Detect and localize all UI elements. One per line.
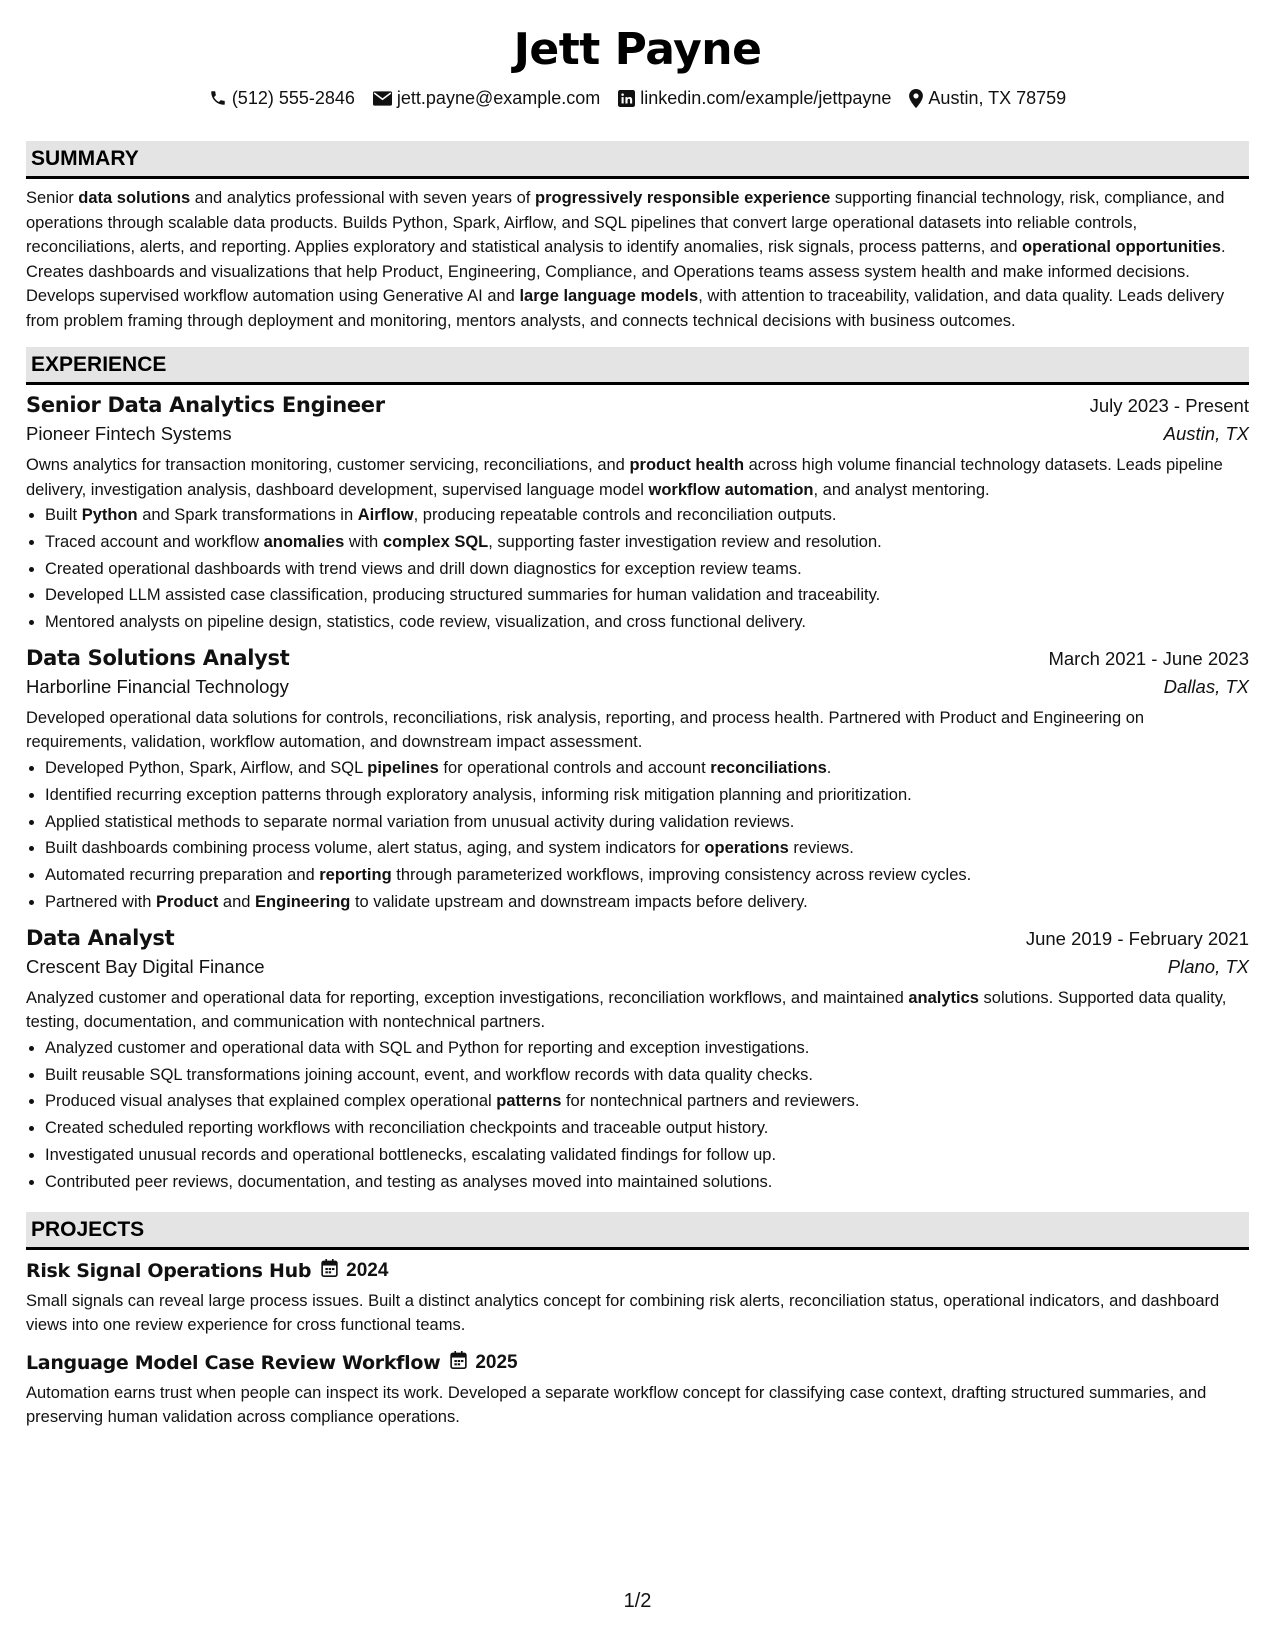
job-summary: Analyzed customer and operational data for reporting, exception investigations, reconciliation workflows, and maintained analytics solutions. Supported data quality, testing, documentation, and communication with nontechnical partners.	[26, 988, 1227, 1032]
bullet-item: • Partnered with Product and Engineering to validate upstream and downstream impacts before delivery.	[45, 889, 1249, 916]
project-entry	[26, 1259, 1249, 1338]
job-subheader	[26, 676, 1249, 698]
contact-phone	[209, 86, 355, 110]
summary-text: Senior data solutions and analytics professional with seven years of progressively responsible experience supporting financial technology, risk, compliance, and operations through scalable data products. Builds Python, Spark, Airflow, and SQL pipelines that convert large operational datasets into reliable controls, reconciliations, alerts, and reporting. Applies exploratory and statistical analysis to identify anomalies, risk signals, process patterns, and operational opportunities. Creates dashboards and visualizations that help Product, Engineering, Compliance, and Operations teams assess system health and make informed decisions. Develops supervised workflow automation using Generative AI and large language models, with attention to traceability, validation, and data quality. Leads delivery from problem framing through deployment and monitoring, mentors analysts, and connects technical decisions with business outcomes.	[26, 189, 1226, 330]
bullet-item: • Applied statistical methods to separate normal variation from unusual activity during validation reviews.	[45, 809, 1249, 836]
calendar-icon	[450, 1351, 467, 1375]
project-title: Language Model Case Review Workflow	[26, 1351, 441, 1374]
job-location: Plano, TX	[1167, 955, 1249, 977]
job-header	[26, 926, 1249, 950]
project-year	[450, 1351, 517, 1375]
contact-location	[909, 86, 1066, 110]
bullet-item: • Built Python and Spark transformations in Airflow, producing repeatable controls and reconciliation outputs.	[45, 502, 1249, 529]
job-title: Senior Data Analytics Engineer	[26, 393, 385, 417]
project-title: Risk Signal Operations Hub	[26, 1259, 312, 1282]
job-location: Dallas, TX	[1163, 675, 1249, 697]
project-description: Automation earns trust when people can inspect its work. Developed a separate workflow concept for classifying case context, drafting structured summaries, and preserving human validation across compliance operations.	[26, 1383, 1207, 1427]
bullet-item: • Built dashboards combining process volume, alert status, aging, and system indicators for operations reviews.	[45, 835, 1249, 862]
project-header	[26, 1351, 1249, 1375]
bullet-item: • Mentored analysts on pipeline design, statistics, code review, visualization, and cross functional delivery.	[45, 609, 1249, 636]
bullet-item: • Developed LLM assisted case classification, producing structured summaries for human validation and traceability.	[45, 582, 1249, 609]
phone-icon	[209, 89, 227, 107]
job-title: Data Solutions Analyst	[26, 645, 290, 670]
location-text: Austin, TX 78759	[928, 88, 1067, 108]
job-company: Pioneer Fintech Systems	[26, 423, 232, 444]
linkedin-icon	[618, 90, 635, 107]
email-link[interactable]: jett.payne@example.com	[396, 88, 601, 108]
job-entry	[26, 393, 1249, 636]
calendar-icon	[321, 1259, 338, 1283]
contact-bar	[26, 86, 1249, 110]
linkedin-link[interactable]: linkedin.com/example/jettpayne	[640, 88, 892, 108]
job-summary: Developed operational data solutions for controls, reconciliations, risk analysis, reporting, and process health. Partnered with Product and Engineering on requirements, validation, workflow automation, and downstream impact assessment.	[26, 708, 1145, 752]
bullet-item: • Produced visual analyses that explained complex operational patterns for nontechnical partners and reviewers.	[45, 1088, 1249, 1115]
job-header	[26, 393, 1249, 417]
bullet-item: • Created scheduled reporting workflows with reconciliation checkpoints and traceable output history.	[45, 1115, 1249, 1142]
job-dates: July 2023 - Present	[1089, 395, 1249, 416]
bullet-item: • Developed Python, Spark, Airflow, and SQL pipelines for operational controls and account reconciliations.	[45, 755, 1249, 782]
job-company: Harborline Financial Technology	[26, 675, 289, 697]
bullet-item: • Created operational dashboards with trend views and drill down diagnostics for exception review teams.	[45, 556, 1249, 583]
job-header	[26, 646, 1249, 670]
map-pin-icon	[909, 89, 923, 108]
project-entry	[26, 1351, 1249, 1430]
job-subheader	[26, 956, 1249, 978]
bullet-item: • Traced account and workflow anomalies with complex SQL, supporting faster investigation review and resolution.	[45, 529, 1249, 556]
project-year	[321, 1259, 388, 1283]
job-subheader	[26, 423, 1249, 445]
job-summary: Owns analytics for transaction monitoring, customer servicing, reconciliations, and product health across high volume financial technology datasets. Leads pipeline delivery, investigation analysis, dashboard development, supervised language model workflow automation, and analyst mentoring.	[26, 456, 1223, 499]
job-dates: March 2021 - June 2023	[1048, 647, 1249, 669]
page-number: 1/2	[623, 1590, 652, 1612]
job-dates: June 2019 - February 2021	[1025, 927, 1249, 949]
bullet-item: • Investigated unusual records and operational bottlenecks, escalating validated findings for follow up.	[45, 1142, 1249, 1169]
phone-number: (512) 555-2846	[231, 88, 355, 108]
projects-heading: PROJECTS	[26, 1212, 1249, 1250]
summary-heading: SUMMARY	[26, 141, 1249, 179]
job-entry	[26, 646, 1249, 916]
job-entry	[26, 926, 1249, 1196]
bullet-item: • Built reusable SQL transformations joining account, event, and workflow records with data quality checks.	[45, 1062, 1249, 1089]
experience-list	[26, 393, 1249, 1196]
project-year-text: 2024	[346, 1259, 389, 1281]
resume-content	[26, 0, 1249, 1430]
job-bullets	[26, 1035, 1249, 1196]
job-location: Austin, TX	[1163, 423, 1249, 444]
project-header	[26, 1259, 1249, 1283]
bullet-item: • Identified recurring exception patterns through exploratory analysis, informing risk mitigation planning and prioritization.	[45, 782, 1249, 809]
job-bullets	[26, 755, 1249, 916]
contact-linkedin[interactable]	[618, 86, 891, 110]
bullet-item: • Automated recurring preparation and reporting through parameterized workflows, improving consistency across review cycles.	[45, 862, 1249, 889]
contact-email[interactable]	[373, 86, 600, 110]
experience-heading: EXPERIENCE	[26, 347, 1249, 385]
bullet-item: • Analyzed customer and operational data with SQL and Python for reporting and exception investigations.	[45, 1035, 1249, 1062]
job-title: Data Analyst	[26, 925, 175, 950]
job-bullets	[26, 502, 1249, 636]
bullet-item: • Contributed peer reviews, documentation, and testing as analyses moved into maintained solutions.	[45, 1169, 1249, 1196]
project-description: Small signals can reveal large process issues. Built a distinct analytics concept for combining risk alerts, reconciliation status, operational indicators, and dashboard views into one review experience for cross functional teams.	[26, 1291, 1220, 1335]
project-year-text: 2025	[475, 1351, 518, 1373]
job-company: Crescent Bay Digital Finance	[26, 955, 265, 977]
envelope-icon	[373, 91, 392, 106]
candidate-name: Jett Payne	[513, 24, 762, 75]
